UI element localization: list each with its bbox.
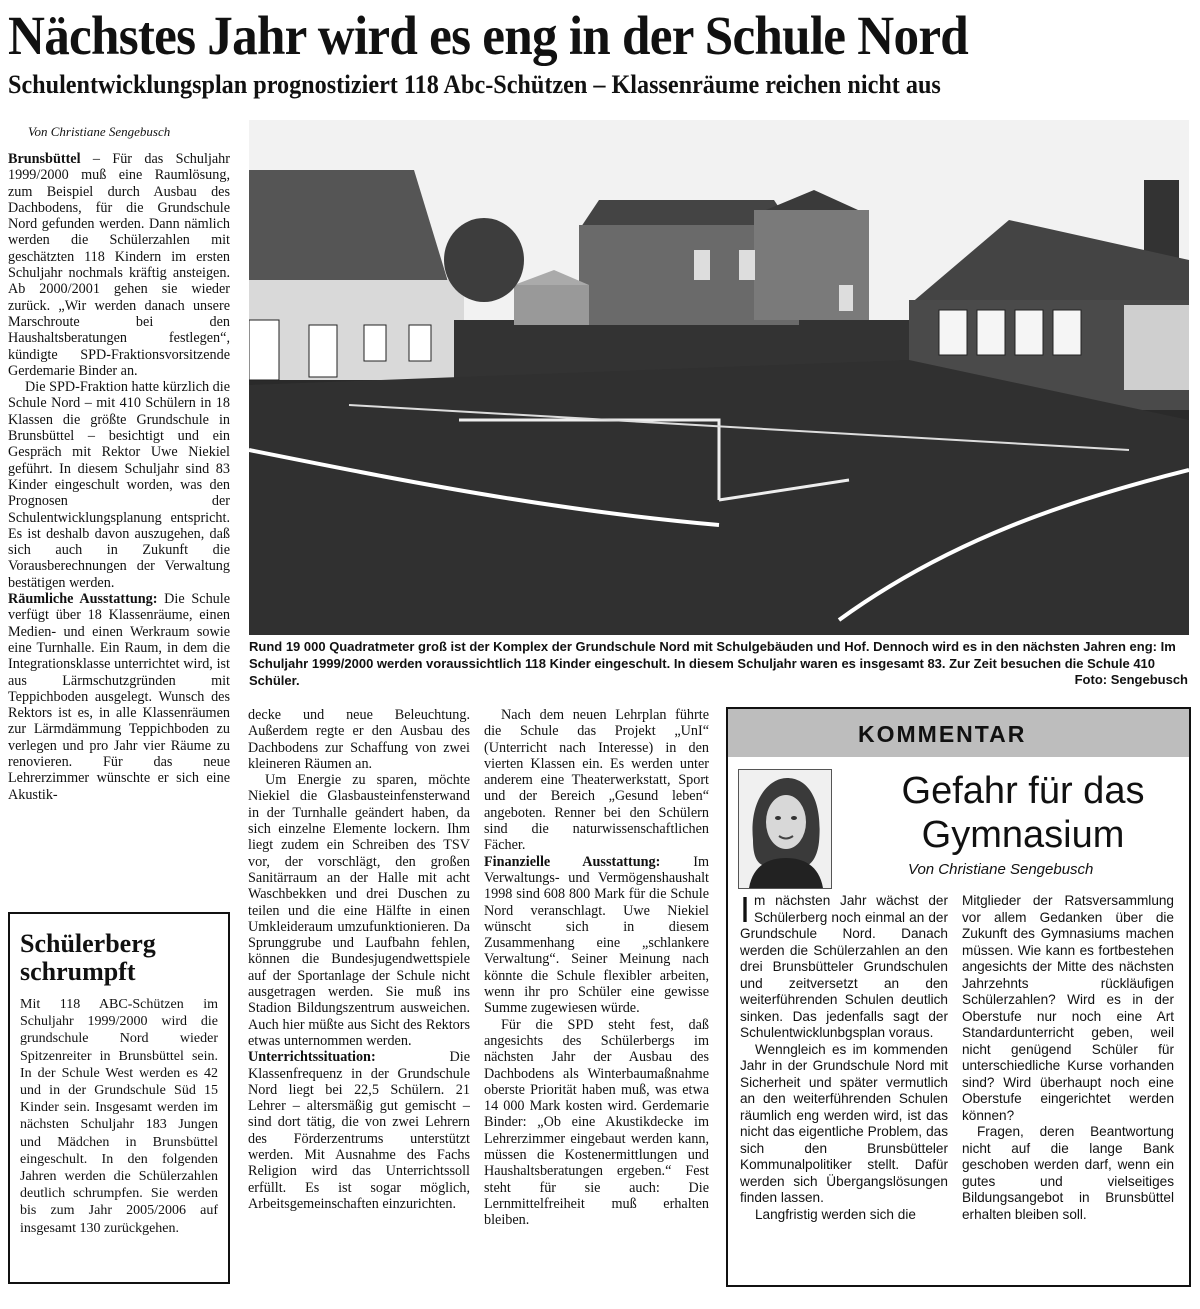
school-photo <box>249 120 1189 635</box>
school-photo-image <box>249 120 1189 635</box>
drop-cap: I <box>740 893 751 930</box>
paragraph: Die SPD-Fraktion hatte kürzlich die Schule Nord – mit 410 Schülern in 18 Klassen die größte Grundschule in Brunsbüttel – besichtigt und ein Gespräch mit Rektor Uwe Niekiel geführt. In diesem Schuljahr sind 83 Kinder eingeschult worden, was den Prognosen der Schulentwicklungsplanung entspricht. Es ist deshalb davon auszugehen, daß sich auch in Zukunft die Vorausberechnungen der Verwaltung bestätigen werden. <box>8 379 230 591</box>
subheadline: Schulentwicklungsplan prognostiziert 118 Abc-Schützen – Klassenräume reichen nicht aus <box>8 70 941 99</box>
paragraph: Fragen, deren Beantwortung nicht auf die lange Bank geschoben werden darf, wenn ein gutes und vielseitiges Bildungsangebot in Brunsbüttel erhalten bleiben soll. <box>962 1124 1174 1222</box>
article-column-1 <box>8 151 230 906</box>
paragraph: Im Verwaltungs- und Vermögenshaushalt 1998 sind 608 800 Mark für die Schule Nord veranschlagt. Uwe Niekiel wünscht sich in diesem Zusammenhang eine „schlankere Verwaltung“. Seiner Meinung nach könnte die Schule flexibler arbeiten, wenn ihr pro Schüler eine gewisse Summe zugewiesen würde. <box>484 853 709 1017</box>
dateline: Brunsbüttel <box>8 151 81 167</box>
commentary-byline: Von Christiane Sengebusch <box>908 861 1094 878</box>
byline: Von Christiane Sengebusch <box>28 124 171 139</box>
info-box-title: Schülerberg schrumpft <box>20 929 156 986</box>
article-column-3 <box>484 707 709 1299</box>
paragraph: Wenngleich es im kommenden Jahr in der Grundschule Nord mit Sicherheit und später vermutlich an den weiterführenden Schulen räumlich eng werden wird, ist das nicht das eigentliche Problem, das sich den Brunsbütteler Kommunalpolitiker stellt. Dafür werden sich Übergangslösungen finden lassen. <box>740 1041 948 1205</box>
paragraph: Die Schule verfügt über 18 Klassenräume, einen Medien- und einen Werkraum sowie eine Turnhalle. Ein Raum, in dem die Integrationsklasse unterrichtet wird, ist aus Lärmschutzgründen mit Teppichboden ausgelegt. Wunsch des Rektors ist es, in alle Klassenräumen zur Lärmdämmung Teppichboden zu verlegen und pro Jahr vier Räume zu renovieren. Für das neue Lehrerzimmer wünschte er sich eine Akustik- <box>8 591 230 803</box>
commentary-column-1 <box>740 893 948 1283</box>
commentary-title: Gefahr für das Gymnasium <box>901 770 1145 856</box>
commentary-label: KOMMENTAR <box>728 709 1189 757</box>
section-head: Räumliche Ausstattung: <box>8 591 158 608</box>
commentary-box <box>726 707 1191 1287</box>
paragraph: Nach dem neuen Lehrplan führte die Schule das Projekt „UnI“ (Unterricht nach Interesse) in den vierten Klassen ein. Es werden unter anderem eine Theaterwerkstatt, Sport und der Bereich „Gesund leben“ angeboten. Renner bei den Schülern sind die naturwissenschaftlichen Fächer. <box>484 707 709 854</box>
section-head: Finanzielle Ausstattung: <box>484 853 661 870</box>
photo-caption: Rund 19 000 Quadratmeter groß ist der Komplex der Grundschule Nord mit Schulgebäuden und Hof. Dennoch wird es in den nächsten Jahren eng: Im Schuljahr 1999/2000 werden voraussichtlich 118 Kinder eingeschult. In diesem Schuljahr waren es insgesamt 83. Zur Zeit besuchen die Schule 410 Schüler. <box>249 639 1176 688</box>
headline: Nächstes Jahr wird es eng in der Schule Nord <box>8 5 969 66</box>
info-box <box>8 912 230 1284</box>
paragraph: Langfristig werden sich die <box>754 1206 916 1222</box>
section-head: Unterrichtssituation: <box>248 1049 376 1066</box>
paragraph: m nächsten Jahr wächst der Schülerberg noch einmal an der Grundschule Nord. Danach werden die Schülerzahlen an den drei Brunsbütteler Grundschulen und zeitversetzt an den weiterführenden Schulen deutlich sinken. Das jedenfalls sagt der Schulentwicklunbgsplan voraus. <box>740 893 948 1040</box>
author-portrait-image <box>739 770 831 888</box>
paragraph: Mitglieder der Ratsversammlung vor allem Gedanken über die Zukunft des Gymnasiums machen müssen. Wie kann es fortbestehen angesichts der Mitte des nächsten Jahrzehnts rückläufigen Schülerzahlen? Wird es in der Oberstufe nur noch eine Art Standardunterricht geben, weil nicht genügend Schüler für unterschiedliche Kurse vorhanden sind? Wird überhaupt noch eine Oberstufe eingerichtet werden können? <box>962 893 1174 1123</box>
paragraph: – Für das Schuljahr 1999/2000 muß eine Raumlösung, zum Beispiel durch Ausbau des Dachbodens, für die Grundschule Nord gefunden werden. Dann nämlich werden die Schülerzahlen mit geschätzten 118 Kindern im ersten Schuljahr nochmals kräftig ansteigen. Ab 2000/2001 gehen sie wieder zurück. „Wir werden danach unsere Marschroute bei den Haushaltsberatungen festlegen“, kündigte SPD-Fraktionsvorsitzende Gerdemarie Binder an. <box>8 151 230 379</box>
paragraph: Die Klassenfrequenz in der Grundschule Nord liegt bei 22,5 Schülern. 21 Lehrer – altersmäßig gut gemischt – sind dort tätig, die von zwei Lehrern des Förderzentrums unterstützt werden. Mit Ausnahme des Fachs Religion wird das Unterrichtssoll erfüllt. Es ist sogar möglich, Arbeitsgemeinschaften einzurichten. <box>248 1049 470 1212</box>
commentary-column-2 <box>962 893 1174 1283</box>
paragraph: decke und neue Beleuchtung. Außerdem regte er den Ausbau des Dachbodens zur Schaffung von zwei kleineren Räumen an. <box>248 707 470 772</box>
author-portrait <box>738 769 832 889</box>
paragraph: Um Energie zu sparen, möchte Niekiel die Glasbausteinfensterwand in der Turnhalle geändert haben, da sich einzelne Elemente lockern. Ihm liegt zudem ein Schreiben des TSV vor, der vorschlägt, den großen Sanitärraum an der Halle mit acht Waschbekken und drei Duschen zu teilen und die eine Hälfte in einen Umkleideraum umzufunktionieren. Da Sprunggrube und Laufbahn fehlen, können die Bundesjugendwettspiele auf der Sportanlage der Schule nicht ausgetragen werden. Sie muß ins Stadion Bildungszentrum ausweichen. Auch hier müßte aus Sicht des Rektors etwas unternommen werden. <box>248 772 470 1049</box>
info-box-text: Mit 118 ABC-Schützen im Schuljahr 1999/2000 wird die grundschule Nord wieder Spitzenreiter in Brunsbüttel sein. In der Schule West werden es 42 und in der Grundschule Süd 15 Kinder sein. Insgesamt werden im nächsten Schuljahr 183 Jungen und Mädchen in Brunsbüttel eingeschult. In den folgenden Jahren werden die Schülerzahlen deutlich schrumpfen. Sie werden bis zum Jahr 2005/2006 auf insgesamt 130 zurückgehen. <box>20 997 218 1236</box>
paragraph: Für die SPD steht fest, daß angesichts des Schülerbergs im nächsten Jahr der Ausbau des Dachbodens als Winterbaumaßnahme oberste Priorität haben muß, was etwa 14 000 Mark kosten wird. Gerdemarie Binder: „Ob eine Akustikdecke im Lehrerzimmer eingebaut werden kann, müssen die Kostenermittlungen und Haushaltsberatungen ergeben.“ Fest steht für sie auch: Die Lernmittelfreiheit muß erhalten bleiben. <box>484 1016 709 1229</box>
article-column-2 <box>248 707 470 1299</box>
photo-credit: Foto: Sengebusch <box>1074 672 1188 687</box>
